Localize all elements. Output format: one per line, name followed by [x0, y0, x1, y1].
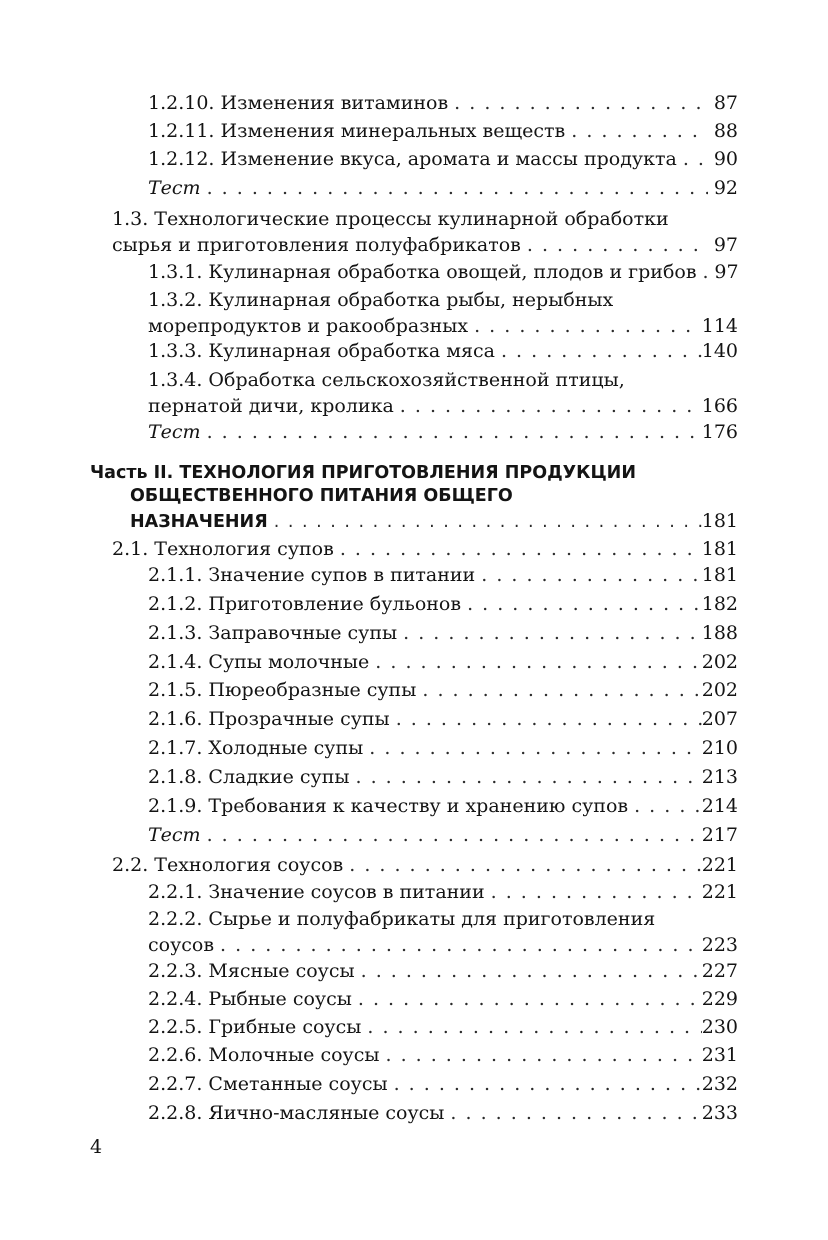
toc-entry-page: 88 — [713, 120, 738, 142]
toc-entry-2-1-3[interactable] — [148, 620, 738, 646]
toc-entry-page: 210 — [701, 737, 738, 759]
toc-entry-title-line2: морепродуктов и ракообразных — [148, 315, 469, 337]
toc-entry-title: 2.1.1. Значение супов в питании — [148, 564, 476, 586]
toc-entry-title-line1: 1.3.4. Обработка сельскохозяйственной птицы, — [148, 369, 625, 391]
toc-entry-title: 2.1.5. Пюреобразные супы — [148, 679, 417, 701]
toc-entry-2-1-4[interactable] — [148, 649, 738, 675]
leader-dots — [201, 822, 702, 848]
toc-entry-page: 97 — [714, 261, 739, 283]
toc-entry-1-3-2[interactable] — [148, 287, 738, 339]
toc-part-title-line2: ОБЩЕСТВЕННОГО ПИТАНИЯ ОБЩЕГО — [130, 486, 513, 506]
toc-entry-page: 90 — [713, 148, 738, 170]
toc-entry-title-line1: 1.3.2. Кулинарная обработка рыбы, нерыбных — [148, 289, 614, 311]
toc-entry-2-2-1[interactable] — [148, 879, 738, 905]
toc-entry-title: 1.2.11. Изменения минеральных веществ — [148, 120, 566, 142]
toc-entry-page: 140 — [701, 340, 738, 362]
toc-entry-title: Тест — [148, 177, 201, 199]
toc-entry-2-1-8[interactable] — [148, 764, 738, 790]
toc-entry-2-1-6[interactable] — [148, 706, 738, 732]
toc-entry-2-1[interactable] — [112, 536, 738, 562]
toc-entry-test-1[interactable] — [148, 175, 738, 201]
toc-entry-title: 2.2. Технология соусов — [112, 854, 344, 876]
toc-entry-page: 97 — [713, 234, 738, 256]
toc-entry-page: 214 — [701, 795, 738, 817]
toc-entry-title: 2.1.6. Прозрачные супы — [148, 708, 390, 730]
toc-entry-page: 176 — [701, 421, 738, 443]
toc-entry-page: 230 — [701, 1016, 738, 1038]
toc-entry-title: 2.2.4. Рыбные соусы — [148, 988, 352, 1010]
toc-entry-1-2-11[interactable] — [148, 118, 738, 144]
toc-entry-title-line2: соусов — [148, 934, 215, 956]
leader-dots — [363, 735, 701, 761]
toc-entry-1-3[interactable] — [112, 206, 738, 258]
toc-entry-1-2-12[interactable] — [148, 146, 738, 172]
toc-entry-1-3-3[interactable] — [148, 338, 738, 364]
leader-dots — [495, 338, 702, 364]
toc-entry-page: 202 — [701, 679, 738, 701]
toc-entry-page: 232 — [701, 1073, 738, 1095]
toc-entry-page: 202 — [701, 651, 738, 673]
leader-dots — [355, 958, 702, 984]
toc-entry-2-2-2[interactable] — [148, 906, 738, 958]
toc-entry-title: 2.1.4. Супы молочные — [148, 651, 370, 673]
toc-entry-title: Тест — [148, 824, 201, 846]
leader-dots — [334, 536, 702, 562]
toc-entry-1-2-10[interactable] — [148, 90, 738, 116]
leader-dots — [390, 706, 702, 732]
toc-entry-title: 2.2.6. Молочные соусы — [148, 1044, 380, 1066]
leader-dots — [394, 393, 702, 419]
toc-entry-title: 2.1.2. Приготовление бульонов — [148, 593, 462, 615]
toc-entry-title-line2: сырья и приготовления полуфабрикатов — [112, 234, 521, 256]
leader-dots — [361, 1014, 701, 1040]
toc-entry-2-1-9[interactable] — [148, 793, 738, 819]
toc-entry-2-1-1[interactable] — [148, 562, 738, 588]
leader-dots — [468, 313, 702, 339]
toc-entry-title: 2.2.5. Грибные соусы — [148, 1016, 362, 1038]
toc-entry-page: 181 — [701, 564, 738, 586]
toc-entry-page: 221 — [701, 854, 738, 876]
toc-entry-page: 207 — [701, 708, 738, 730]
toc-entry-page: 114 — [701, 315, 738, 337]
toc-entry-title: 2.1.3. Заправочные супы — [148, 622, 398, 644]
leader-dots — [475, 562, 702, 588]
leader-dots — [677, 146, 708, 172]
toc-entry-test-2[interactable] — [148, 419, 738, 445]
toc-entry-page: 223 — [701, 934, 738, 956]
toc-entry-title: 1.2.12. Изменение вкуса, аромата и массы продукта — [148, 148, 677, 170]
toc-entry-title: 2.2.1. Значение соусов в питании — [148, 881, 485, 903]
toc-entry-1-3-1[interactable] — [148, 259, 738, 285]
toc-entry-title: 2.2.8. Яично-масляные соусы — [148, 1102, 445, 1124]
toc-entry-2-2-6[interactable] — [148, 1042, 738, 1068]
toc-entry-title: 2.1.7. Холодные супы — [148, 737, 364, 759]
leader-dots — [397, 620, 702, 646]
leader-dots — [444, 1100, 701, 1126]
leader-dots — [369, 649, 701, 675]
leader-dots — [628, 793, 702, 819]
leader-dots — [201, 175, 708, 201]
toc-entry-title-line1: 2.2.2. Сырье и полуфабрикаты для приготовления — [148, 908, 656, 930]
leader-dots — [388, 1071, 702, 1097]
leader-dots — [268, 509, 702, 535]
toc-entry-title: 2.1.8. Сладкие супы — [148, 766, 350, 788]
toc-entry-page: 229 — [701, 988, 738, 1010]
toc-entry-page: 213 — [701, 766, 738, 788]
toc-entry-title: 2.1.9. Требования к качеству и хранению супов — [148, 795, 629, 817]
leader-dots — [214, 932, 702, 958]
toc-entry-2-1-7[interactable] — [148, 735, 738, 761]
toc-entry-1-3-4[interactable] — [148, 367, 738, 419]
toc-entry-title-line2: пернатой дичи, кролика — [148, 395, 394, 417]
toc-entry-title: 1.2.10. Изменения витаминов — [148, 92, 449, 114]
toc-entry-title: 2.1. Технология супов — [112, 538, 334, 560]
toc-entry-page: 182 — [701, 593, 738, 615]
toc-part-title-line1: Часть II. ТЕХНОЛОГИЯ ПРИГОТОВЛЕНИЯ ПРОДУКЦИИ — [90, 463, 636, 483]
toc-part-2-heading[interactable] — [90, 462, 738, 534]
toc-entry-title-line1: 1.3. Технологические процессы кулинарной обработки — [112, 208, 669, 230]
toc-entry-page: 233 — [701, 1102, 738, 1124]
page-number: 4 — [90, 1136, 103, 1158]
toc-entry-title: Тест — [148, 421, 201, 443]
toc-entry-title: 2.2.3. Мясные соусы — [148, 960, 355, 982]
toc-entry-page: 87 — [713, 92, 738, 114]
leader-dots — [201, 419, 702, 445]
leader-dots — [416, 677, 701, 703]
toc-entry-2-2[interactable] — [112, 852, 738, 878]
toc-entry-page: 221 — [701, 881, 738, 903]
toc-entry-2-2-8[interactable] — [148, 1100, 738, 1126]
toc-entry-page: 92 — [713, 177, 738, 199]
leader-dots — [697, 259, 709, 285]
toc-entry-2-2-3[interactable] — [148, 958, 738, 984]
toc-entry-2-2-4[interactable] — [148, 986, 738, 1012]
leader-dots — [350, 764, 702, 790]
toc-entry-page: 181 — [701, 538, 738, 560]
toc-entry-2-1-5[interactable] — [148, 677, 738, 703]
toc-entry-page: 227 — [701, 960, 738, 982]
toc-entry-2-2-5[interactable] — [148, 1014, 738, 1040]
leader-dots — [565, 118, 708, 144]
leader-dots — [461, 591, 702, 617]
leader-dots — [448, 90, 708, 116]
toc-part-title-line3: НАЗНАЧЕНИЯ — [130, 512, 268, 532]
leader-dots — [343, 852, 702, 878]
leader-dots — [379, 1042, 701, 1068]
toc-entry-page: 188 — [701, 622, 738, 644]
toc-entry-test-3[interactable] — [148, 822, 738, 848]
leader-dots — [352, 986, 702, 1012]
toc-entry-title: 2.2.7. Сметанные соусы — [148, 1073, 388, 1095]
toc-entry-page: 181 — [701, 510, 738, 532]
leader-dots — [521, 232, 708, 258]
leader-dots — [485, 879, 702, 905]
toc-entry-title: 1.3.1. Кулинарная обработка овощей, плодов и грибов — [148, 261, 697, 283]
toc-entry-2-1-2[interactable] — [148, 591, 738, 617]
toc-entry-page: 166 — [701, 395, 738, 417]
toc-entry-title: 1.3.3. Кулинарная обработка мяса — [148, 340, 495, 362]
toc-entry-page: 231 — [701, 1044, 738, 1066]
toc-entry-page: 217 — [701, 824, 738, 846]
toc-entry-2-2-7[interactable] — [148, 1071, 738, 1097]
